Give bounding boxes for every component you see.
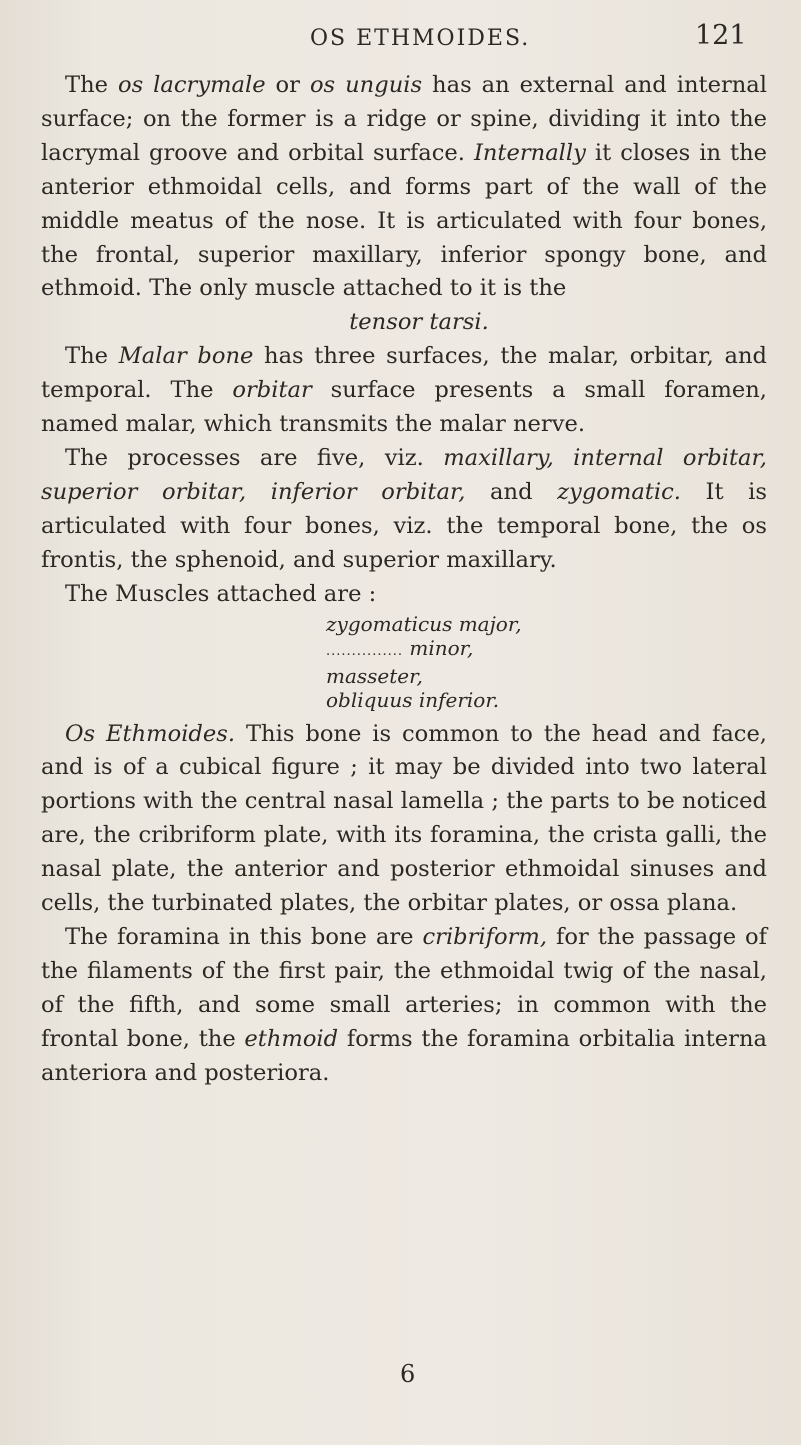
text-run: This bone is common to the head and face, and is of a cubical figure ; it may be divided into two lateral portions with the central nasal lamella ; the parts to be noticed are, the cribriform plate, with its foramina, the crista galli, the nasal plate, the anterior and posterior ethmoidal sinuses and cells, the turbinated plates, the orbitar plates, or ossa plana.: [41, 720, 767, 917]
paragraph-processes: [41, 442, 767, 578]
signature-mark: 6: [400, 1360, 416, 1388]
paragraph-muscles-heading: The Muscles attached are :: [65, 580, 377, 607]
text-run: It is articulated with four bones, viz. the temporal bone, the os frontis, the sphenoid, and superior maxillary.: [41, 478, 767, 573]
text-run: it closes in the anterior ethmoidal cells, and forms part of the wall of the middle meatus of the nose. It is articulated with four bones, the frontal, superior maxillary, inferior spongy bone, and ethmoid. The only muscle attached to it is the: [41, 139, 767, 302]
text-run: or: [265, 72, 310, 98]
muscle-list: [326, 612, 767, 712]
italic-term: tensor tarsi.: [349, 309, 489, 336]
muscle-item: masseter,: [326, 663, 423, 688]
text-run: has an external and internal surface; on the former is a ridge or spine, dividing it into the lacrymal groove and orbital surface.: [41, 72, 767, 166]
paragraph-ethmoides: [41, 718, 767, 921]
paragraph-foramina: [41, 921, 767, 1091]
italic-term: Os Ethmoides.: [65, 720, 236, 747]
muscle-item: obliquus inferior.: [326, 687, 500, 712]
text-run: The foramina in this bone are: [65, 923, 423, 950]
text-run: The: [65, 72, 118, 98]
paragraph-malar: [41, 340, 767, 442]
italic-term: cribriform,: [422, 923, 548, 950]
page-number: 121: [695, 20, 747, 51]
text-run: The processes are five, viz.: [65, 444, 444, 471]
text-run: minor,: [403, 635, 474, 660]
text-run: The: [65, 343, 119, 370]
text-run: has three surfaces, the malar, orbitar, and temporal. The: [41, 343, 767, 404]
text-run: and: [465, 478, 558, 505]
italic-term: Internally: [473, 139, 586, 166]
muscle-item: zygomaticus major,: [326, 611, 522, 636]
italic-term: maxillary, internal orbitar, superior orbitar, inferior orbitar,: [41, 444, 767, 505]
running-head: [0, 14, 801, 58]
text-run: surface presents a small foramen, named malar, which transmits the malar nerve.: [41, 377, 767, 438]
muscle-tensor-tarsi: [41, 306, 767, 340]
paragraph-lacrymale: [41, 69, 767, 306]
running-title: OS ETHMOIDES.: [310, 26, 531, 51]
italic-term: zygomatic.: [557, 478, 681, 505]
text-run: for the passage of the filaments of the first pair, the ethmoidal twig of the nasal, of the fifth, and some small arteries; in common with the frontal bone, the: [41, 923, 767, 1052]
italic-term: Malar bone: [118, 343, 254, 370]
italic-term: os unguis: [309, 72, 423, 98]
italic-term: ethmoid: [244, 1025, 339, 1052]
body-text: [41, 69, 767, 1090]
muscle-item: [326, 636, 767, 664]
text-run: forms the foramina orbitalia interna anteriora and posteriora.: [41, 1025, 767, 1086]
italic-term: os lacrymale: [117, 72, 266, 98]
dot-leader: ...............: [326, 643, 403, 659]
italic-term: orbitar: [232, 377, 312, 404]
